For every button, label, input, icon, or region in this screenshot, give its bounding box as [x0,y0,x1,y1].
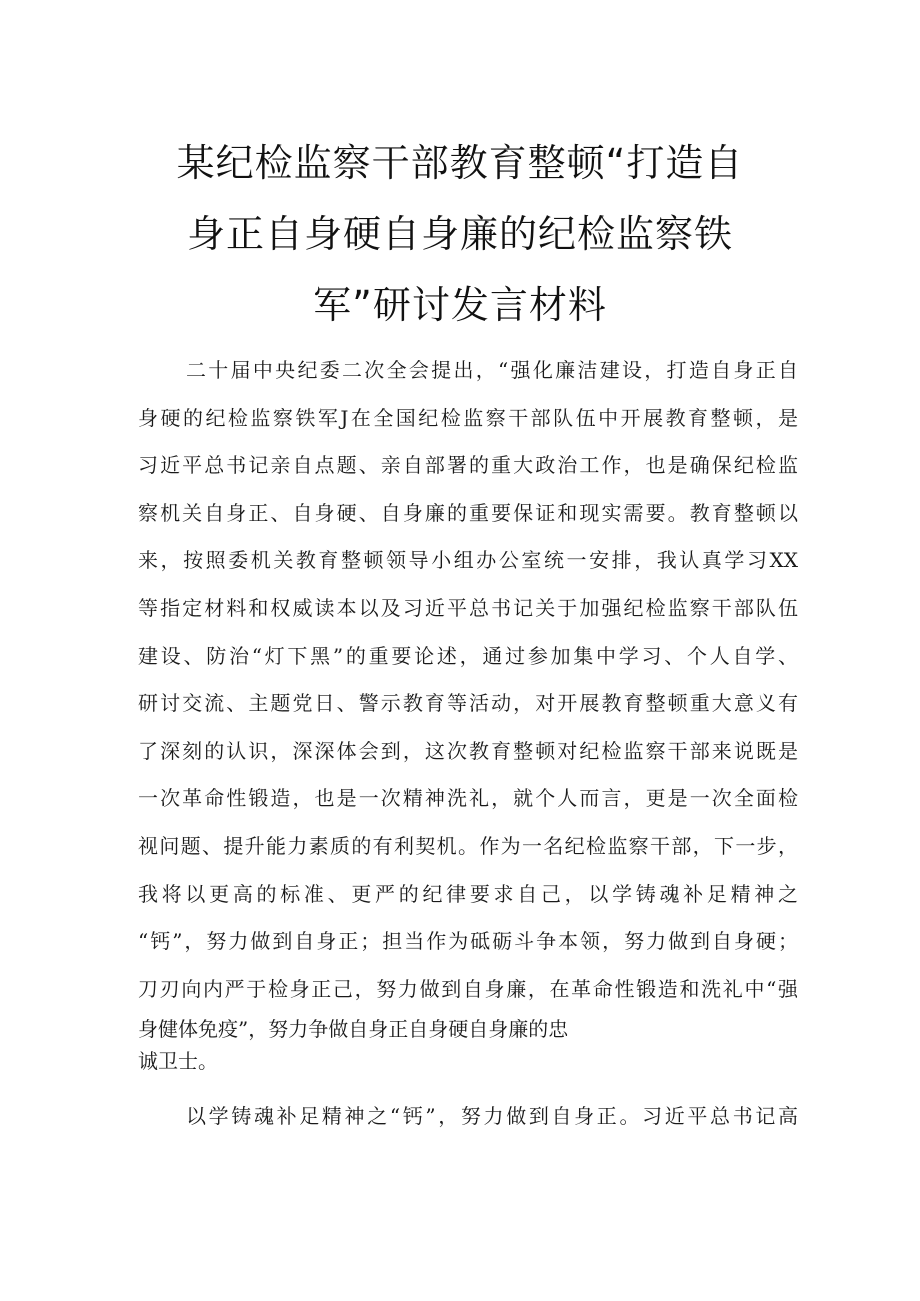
body-line: 诚卫士。 [138,1049,218,1074]
body-line: 来，按照委机关教育整顿领导小组办公室统一安排，我认真学习XX [138,548,798,573]
body-line: 以学铸魂补足精神之“钙”，努力做到自身正。习近平总书记高 [186,1104,798,1129]
body-line: 视问题、提升能力素质的有利契机。作为一名纪检监察干部，下一步， [138,833,798,858]
body-line: 研讨交流、主题党日、警示教育等活动，对开展教育整顿重大意义有 [138,691,798,716]
title-line-3: 军”研讨发言材料 [313,283,607,327]
body-line: 身硬的纪检监察铁军J在全国纪检监察干部队伍中开展教育整顿，是 [138,405,798,430]
body-line: 身健体免疫”，努力争做自身正自身硬自身廉的忠 [138,1017,569,1042]
body-line: 建设、防治“灯下黑”的重要论述，通过参加集中学习、个人自学、 [138,643,798,668]
body-line: 等指定材料和权威读本以及习近平总书记关于加强纪检监察干部队伍 [138,595,798,620]
body-line: 刀刃向内严于检身正己，努力做到自身廉，在革命性锻造和洗礼中“强 [138,976,798,1001]
body-line: 二十届中央纪委二次全会提出，“强化廉洁建设，打造自身正自 [186,358,798,382]
title-line-2: 身正自身硬自身廉的纪检监察铁 [186,212,733,256]
title-line-1: 某纪检监察干部教育整顿“打造自 [176,141,744,185]
body-line: 察机关自身正、自身硬、自身廉的重要保证和现实需要。教育整顿以 [138,500,798,525]
body-line: 习近平总书记亲自点题、亲自部署的重大政治工作，也是确保纪检监 [138,453,798,478]
document-body [138,347,798,1141]
body-line: “钙”，努力做到自身正；担当作为砥砺斗争本领，努力做到自身硬； [138,929,798,954]
body-line: 一次革命性锻造，也是一次精神洗礼，就个人而言，更是一次全面检 [138,786,798,811]
body-line: 我将以更高的标准、更严的纪律要求自己，以学铸魂补足精神之 [138,881,798,906]
document-title [120,128,800,341]
body-line: 了深刻的认识，深深体会到，这次教育整顿对纪检监察干部来说既是 [138,738,798,763]
